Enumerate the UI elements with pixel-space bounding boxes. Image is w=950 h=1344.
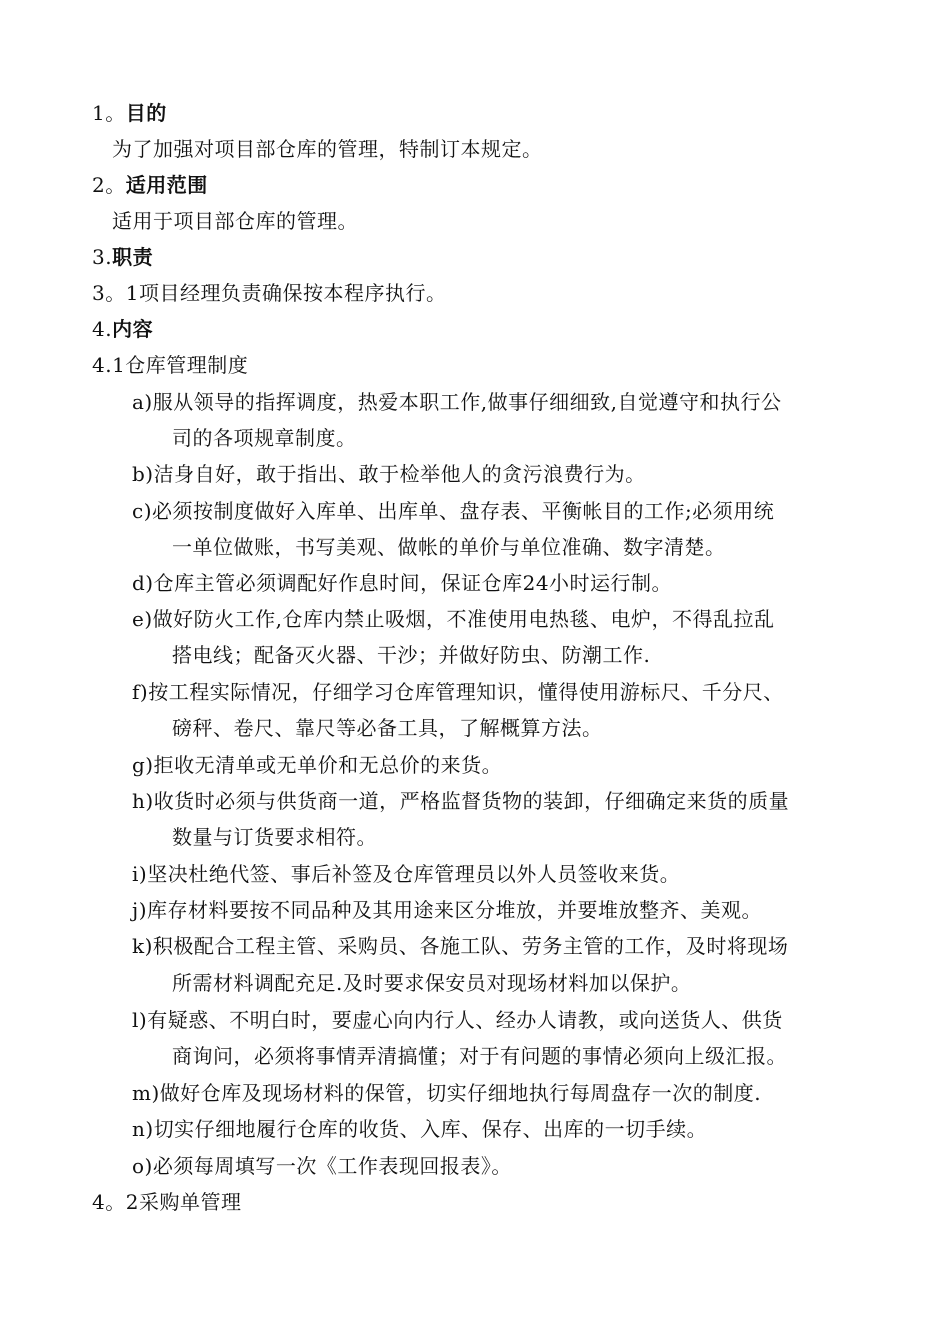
section-2-title: 适用范围: [125, 173, 208, 197]
item-o: [132, 1154, 512, 1178]
item-f-line2: 磅秤、卷尺、靠尺等必备工具，了解概算方法。: [172, 716, 603, 740]
item-j-marker: j): [132, 898, 148, 922]
item-c-line1: [132, 499, 774, 523]
item-k-marker: k): [132, 934, 153, 958]
item-a-marker: a): [132, 390, 153, 414]
item-i-marker: i): [132, 862, 148, 886]
item-e-line2: 搭电线；配备灭火器、干沙；并做好防虫、防潮工作.: [172, 643, 651, 667]
subsection-4-2-title: 4。2采购单管理: [92, 1190, 242, 1214]
section-3-heading: [92, 245, 153, 269]
item-d-text: 仓库主管必须调配好作息时间，保证仓库24小时运行制。: [153, 571, 673, 595]
item-e-line1: [132, 607, 775, 631]
section-3-body: 3。1项目经理负责确保按本程序执行。: [92, 281, 447, 305]
item-f-line1: [132, 680, 784, 704]
item-c-text: 必须按制度做好入库单、出库单、盘存表、平衡帐目的工作;必须用统: [152, 499, 775, 523]
item-m-text: 做好仓库及现场材料的保管，切实仔细地执行每周盘存一次的制度.: [159, 1081, 762, 1105]
section-2-heading: [92, 173, 208, 197]
item-n-marker: n): [132, 1117, 154, 1141]
section-3-title: 职责: [112, 245, 154, 269]
item-a-line1: [132, 390, 781, 414]
item-a-line2: 司的各项规章制度。: [172, 426, 357, 450]
item-f-text: 按工程实际情况，仔细学习仓库管理知识，懂得使用游标尺、千分尺、: [148, 680, 784, 704]
item-l-line2: 商询问，必须将事情弄清搞懂；对于有问题的事情必须向上级汇报。: [172, 1044, 787, 1068]
section-4-heading: [92, 317, 153, 341]
item-e-marker: e): [132, 607, 153, 631]
item-h-marker: h): [132, 789, 154, 813]
item-l-text: 有疑惑、不明白时，要虚心向内行人、经办人请教，或向送货人、供货: [147, 1008, 783, 1032]
item-d: [132, 571, 672, 595]
item-b-text: 洁身自好，敢于指出、敢于检举他人的贪污浪费行为。: [153, 462, 646, 486]
item-k-text: 积极配合工程主管、采购员、各施工队、劳务主管的工作，及时将现场: [152, 934, 789, 958]
item-c-line2: 一单位做账，书写美观、做帐的单价与单位准确、数字清楚。: [172, 535, 726, 559]
item-l-marker: l): [132, 1008, 148, 1032]
item-b: [132, 462, 646, 486]
item-h-line1: [132, 789, 789, 813]
section-4-title: 内容: [112, 317, 154, 341]
item-j-text: 库存材料要按不同品种及其用途来区分堆放，并要堆放整齐、美观。: [147, 898, 763, 922]
item-c-marker: c): [132, 499, 153, 523]
item-k-line2: 所需材料调配充足.及时要求保安员对现场材料加以保护。: [172, 971, 692, 995]
section-3-number: 3.: [92, 245, 113, 269]
item-o-text: 必须每周填写一次《工作表现回报表》。: [152, 1154, 512, 1178]
item-b-marker: b): [132, 462, 154, 486]
section-1-body: 为了加强对项目部仓库的管理，特制订本规定。: [112, 137, 543, 161]
section-1-number: 1。: [92, 101, 126, 125]
item-n-text: 切实仔细地履行仓库的收货、入库、保存、出库的一切手续。: [153, 1117, 708, 1141]
item-h-line2: 数量与订货要求相符。: [172, 825, 377, 849]
item-f-marker: f): [132, 680, 149, 704]
item-d-marker: d): [132, 571, 154, 595]
item-m: [132, 1081, 761, 1105]
item-k-line1: [132, 934, 788, 958]
section-1-heading: [92, 101, 167, 125]
section-1-title: 目的: [125, 101, 167, 125]
item-n: [132, 1117, 707, 1141]
item-o-marker: o): [132, 1154, 153, 1178]
item-l-line1: [132, 1008, 783, 1032]
item-a-text: 服从领导的指挥调度，热爱本职工作,做事仔细细致,自觉遵守和执行公: [152, 390, 782, 414]
item-e-text: 做好防火工作,仓库内禁止吸烟，不准使用电热毯、电炉，不得乱拉乱: [152, 607, 775, 631]
section-4-number: 4.: [92, 317, 113, 341]
section-2-number: 2。: [92, 173, 126, 197]
item-h-text: 收货时必须与供货商一道，严格监督货物的装卸，仔细确定来货的质量: [153, 789, 790, 813]
item-g: [132, 753, 502, 777]
item-g-marker: g): [132, 753, 154, 777]
item-i-text: 坚决杜绝代签、事后补签及仓库管理员以外人员签收来货。: [147, 862, 681, 886]
section-2-body: 适用于项目部仓库的管理。: [112, 209, 358, 233]
item-i: [132, 862, 680, 886]
item-j: [132, 898, 762, 922]
subsection-4-1-title: 4.1仓库管理制度: [92, 353, 249, 377]
item-g-text: 拒收无清单或无单价和无总价的来货。: [153, 753, 503, 777]
item-m-marker: m): [132, 1081, 160, 1105]
